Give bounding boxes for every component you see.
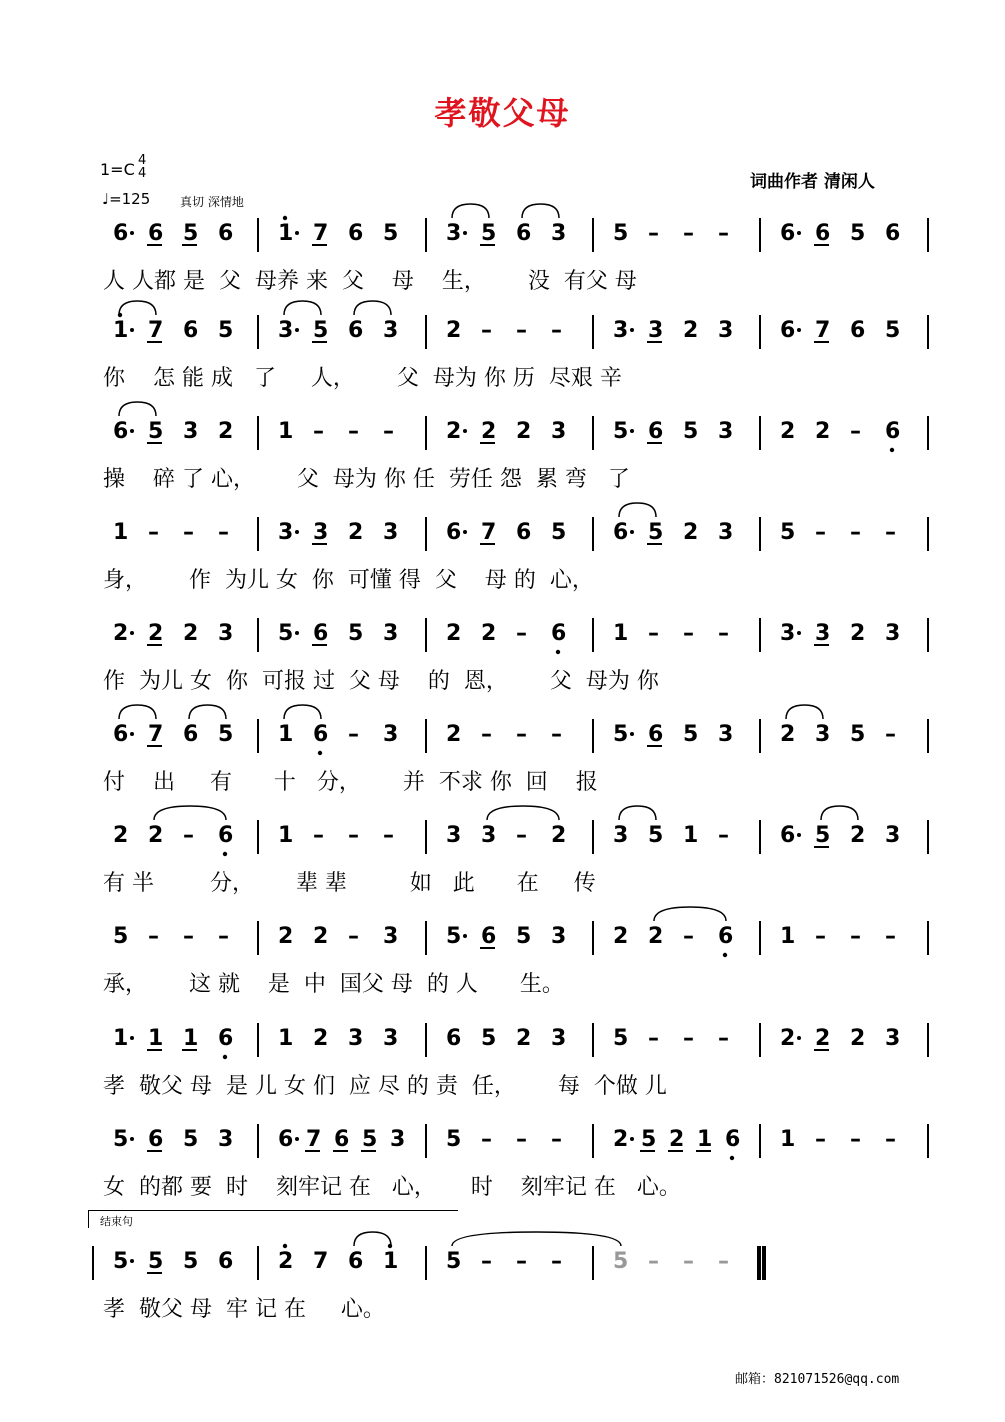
note: 6 [780, 823, 796, 848]
note: 2 [446, 318, 462, 343]
note: 1 [113, 1026, 129, 1051]
note: 5 [183, 1249, 199, 1274]
augmentation-dot [295, 1137, 299, 1141]
note: 5 [278, 621, 294, 646]
note: 7 [313, 1249, 329, 1274]
augmentation-dot [130, 429, 134, 433]
note: 5 [641, 1127, 657, 1152]
note: 5 [348, 621, 364, 646]
note: 2 [683, 520, 699, 545]
note: 5 [648, 823, 664, 848]
low-octave-dot [723, 953, 727, 957]
note: – [348, 924, 359, 949]
note: 5 [113, 1249, 129, 1274]
augmentation-dot [130, 1036, 134, 1040]
lyric-line: 有 半 分， 辈 辈 如 此 在 传 [103, 871, 596, 896]
note: 3 [815, 621, 831, 646]
augmentation-dot [797, 631, 801, 635]
note: 2 [815, 1026, 831, 1051]
note: 3 [278, 318, 294, 343]
note: – [885, 520, 896, 545]
augmentation-dot [130, 631, 134, 635]
augmentation-dot [630, 429, 634, 433]
note: 2 [446, 722, 462, 747]
note: – [718, 823, 729, 848]
note: – [815, 520, 826, 545]
note: – [718, 1249, 729, 1274]
note: 3 [383, 1026, 399, 1051]
augmentation-dot [797, 833, 801, 837]
note: 5 [613, 722, 629, 747]
note: 6 [885, 419, 901, 444]
note: 3 [648, 318, 664, 343]
note: 6 [218, 221, 234, 246]
note: 5 [183, 1127, 199, 1152]
note: 2 [218, 419, 234, 444]
note: 6 [516, 221, 532, 246]
note: 3 [613, 318, 629, 343]
note: 2 [148, 823, 164, 848]
note: 5 [815, 823, 831, 848]
lyric-line: 女 的都 要 时 刻牢记 在 心， 时 刻牢记 在 心。 [103, 1175, 681, 1200]
note: 2 [516, 1026, 532, 1051]
augmentation-dot [130, 328, 134, 332]
note: – [516, 1127, 527, 1152]
note: 7 [815, 318, 831, 343]
slur [119, 705, 156, 719]
augmentation-dot [630, 732, 634, 736]
slur [452, 204, 489, 218]
note: 2 [815, 419, 831, 444]
high-octave-dot [283, 216, 287, 220]
time-signature-bottom: 4 [138, 166, 147, 181]
note: 1 [683, 823, 699, 848]
augmentation-dot [463, 530, 467, 534]
slur [119, 402, 156, 416]
note: – [683, 924, 694, 949]
lyric-line: 付 出 有 十 分， 并 不求 你 回 报 [103, 770, 598, 795]
note: 5 [446, 1249, 462, 1274]
note: 6 [613, 520, 629, 545]
note: 6 [481, 924, 497, 949]
lyric-line: 承， 这 就 是 中 国父 母 的 人 生。 [103, 972, 564, 997]
note: 6 [313, 621, 329, 646]
slur [189, 705, 226, 719]
note: 3 [718, 722, 734, 747]
note: 5 [218, 318, 234, 343]
note: 3 [481, 823, 497, 848]
note: 5 [850, 722, 866, 747]
note: – [348, 722, 359, 747]
lyric-line: 身， 作 为儿 女 你 可懂 得 父 母 的 心， [103, 568, 594, 593]
note: 1 [113, 520, 129, 545]
note: – [383, 419, 394, 444]
note: – [551, 1127, 562, 1152]
note: 5 [516, 924, 532, 949]
note: 6 [113, 221, 129, 246]
note: 2 [481, 419, 497, 444]
note: – [218, 520, 229, 545]
note: – [815, 924, 826, 949]
augmentation-dot [630, 530, 634, 534]
note: 6 [113, 419, 129, 444]
note: 3 [718, 419, 734, 444]
slur [154, 806, 226, 820]
augmentation-dot [295, 328, 299, 332]
note: – [183, 520, 194, 545]
lyric-line: 孝 敬父 母 牢 记 在 心。 [103, 1297, 385, 1322]
note: – [648, 1249, 659, 1274]
note: 6 [850, 318, 866, 343]
note: – [885, 924, 896, 949]
note: 2 [313, 924, 329, 949]
slur [354, 1232, 391, 1246]
lyric-line: 你 怎 能 成 了 人， 父 母为 你 历 尽艰 辛 [103, 366, 622, 391]
note: – [516, 1249, 527, 1274]
note: 6 [183, 318, 199, 343]
slur [284, 705, 321, 719]
note: 3 [446, 823, 462, 848]
note: – [683, 621, 694, 646]
note: 7 [306, 1127, 322, 1152]
note: 6 [446, 1026, 462, 1051]
note: 5 [648, 520, 664, 545]
note: 3 [278, 520, 294, 545]
note: – [551, 1249, 562, 1274]
note: 3 [383, 722, 399, 747]
note: 1 [278, 221, 294, 246]
slur [354, 301, 391, 315]
note: – [885, 722, 896, 747]
note: 5 [218, 722, 234, 747]
note: – [683, 1026, 694, 1051]
slur [619, 806, 656, 820]
note: 6 [885, 221, 901, 246]
note: 5 [113, 1127, 129, 1152]
note: 2 [113, 621, 129, 646]
note: – [383, 823, 394, 848]
note: 5 [446, 1127, 462, 1152]
note: 3 [348, 1026, 364, 1051]
note: – [683, 221, 694, 246]
note: 5 [481, 221, 497, 246]
note: – [516, 823, 527, 848]
note: 1 [780, 1127, 796, 1152]
note: 5 [148, 1249, 164, 1274]
note: 2 [780, 722, 796, 747]
note: 5 [313, 318, 329, 343]
note: 1 [278, 722, 294, 747]
augmentation-dot [797, 328, 801, 332]
slur [119, 301, 156, 315]
augmentation-dot [130, 1259, 134, 1263]
note: 7 [148, 318, 164, 343]
note: 3 [313, 520, 329, 545]
note: 2 [516, 419, 532, 444]
low-octave-dot [223, 1055, 227, 1059]
note: 1 [113, 318, 129, 343]
note: 3 [383, 318, 399, 343]
note: – [313, 419, 324, 444]
note: – [850, 1127, 861, 1152]
note: 5 [780, 520, 796, 545]
note: 2 [669, 1127, 685, 1152]
note: 3 [383, 621, 399, 646]
low-octave-dot [556, 650, 560, 654]
note: – [516, 722, 527, 747]
note: 6 [780, 318, 796, 343]
note: 6 [551, 621, 567, 646]
slur [786, 705, 823, 719]
note: – [313, 823, 324, 848]
note: 5 [683, 419, 699, 444]
note: – [551, 318, 562, 343]
author-credit: 词曲作者 清闲人 [750, 172, 875, 192]
note: 6 [334, 1127, 350, 1152]
note: – [516, 621, 527, 646]
note: 6 [648, 419, 664, 444]
augmentation-dot [797, 1036, 801, 1040]
note: 3 [551, 221, 567, 246]
note: – [718, 1026, 729, 1051]
note: 6 [148, 221, 164, 246]
slur [821, 806, 858, 820]
note: 3 [551, 924, 567, 949]
note: – [516, 318, 527, 343]
note: 6 [218, 823, 234, 848]
note: 5 [481, 1026, 497, 1051]
note: 6 [218, 1249, 234, 1274]
augmentation-dot [295, 231, 299, 235]
note: 3 [718, 520, 734, 545]
note: 3 [218, 621, 234, 646]
note: – [348, 823, 359, 848]
note: – [815, 1127, 826, 1152]
note: 5 [148, 419, 164, 444]
slur [452, 1232, 621, 1246]
note: – [648, 1026, 659, 1051]
slur [619, 503, 656, 517]
augmentation-dot [295, 530, 299, 534]
note: – [183, 924, 194, 949]
lyric-line: 人 人都 是 父 母养 来 父 母 生， 没 有父 母 [103, 269, 637, 294]
note: – [148, 520, 159, 545]
note: 6 [446, 520, 462, 545]
note: – [183, 823, 194, 848]
note: 2 [850, 621, 866, 646]
note: 3 [885, 621, 901, 646]
note: – [551, 722, 562, 747]
note: 2 [780, 419, 796, 444]
note: 1 [278, 419, 294, 444]
note: 5 [551, 520, 567, 545]
note: – [481, 1249, 492, 1274]
note: 3 [383, 520, 399, 545]
note: 3 [383, 924, 399, 949]
key-signature: 1=C [100, 160, 135, 179]
note: 2 [113, 823, 129, 848]
note: 3 [218, 1127, 234, 1152]
note: 1 [383, 1249, 399, 1274]
augmentation-dot [130, 732, 134, 736]
note: 6 [278, 1127, 294, 1152]
expression-marking: 真切 深情地 [180, 195, 244, 209]
note: 5 [885, 318, 901, 343]
low-octave-dot [730, 1156, 734, 1160]
song-title: 孝敬父母 [434, 94, 571, 132]
augmentation-dot [463, 231, 467, 235]
note: 5 [683, 722, 699, 747]
note: 1 [613, 621, 629, 646]
note: 5 [113, 924, 129, 949]
note: 5 [850, 221, 866, 246]
note: – [148, 924, 159, 949]
slur [284, 301, 321, 315]
note: – [850, 419, 861, 444]
slur [487, 806, 559, 820]
low-octave-dot [318, 751, 322, 755]
note: 2 [850, 823, 866, 848]
note: 6 [815, 221, 831, 246]
note: – [648, 621, 659, 646]
slur [654, 907, 726, 921]
note: 2 [780, 1026, 796, 1051]
note: 7 [313, 221, 329, 246]
note: – [683, 1249, 694, 1274]
note: – [850, 520, 861, 545]
augmentation-dot [630, 1137, 634, 1141]
note: 3 [551, 419, 567, 444]
note: 2 [683, 318, 699, 343]
augmentation-dot [463, 429, 467, 433]
note: 6 [648, 722, 664, 747]
note: 2 [313, 1026, 329, 1051]
note: 6 [780, 221, 796, 246]
note: 5 [362, 1127, 378, 1152]
note: 6 [348, 1249, 364, 1274]
augmentation-dot [295, 631, 299, 635]
note: 2 [348, 520, 364, 545]
note: 2 [850, 1026, 866, 1051]
low-octave-dot [890, 448, 894, 452]
note: 3 [885, 823, 901, 848]
note: 5 [613, 221, 629, 246]
note: 2 [613, 1127, 629, 1152]
note: 6 [218, 1026, 234, 1051]
note: 3 [780, 621, 796, 646]
note: 2 [613, 924, 629, 949]
high-octave-dot [283, 1244, 287, 1248]
time-signature-top: 4 [138, 153, 147, 168]
augmentation-dot [630, 328, 634, 332]
note: 7 [148, 722, 164, 747]
note: 2 [551, 823, 567, 848]
lyric-line: 孝 敬父 母 是 儿 女 们 应 尽 的 责 任， 每 个做 儿 [103, 1074, 667, 1099]
note: 2 [278, 924, 294, 949]
note: 2 [481, 621, 497, 646]
note: 3 [815, 722, 831, 747]
note: 6 [183, 722, 199, 747]
slur [522, 204, 559, 218]
note: 3 [446, 221, 462, 246]
note: 1 [183, 1026, 199, 1051]
note: 6 [348, 318, 364, 343]
note: 6 [718, 924, 734, 949]
note: 6 [725, 1127, 741, 1152]
note: 3 [885, 1026, 901, 1051]
ending-label: 结束句 [100, 1215, 133, 1228]
low-octave-dot [223, 852, 227, 856]
note: – [481, 1127, 492, 1152]
note: 5 [613, 1249, 629, 1274]
note: 1 [278, 1026, 294, 1051]
note: 3 [718, 318, 734, 343]
note: 3 [551, 1026, 567, 1051]
note: 6 [313, 722, 329, 747]
augmentation-dot [463, 934, 467, 938]
note: 5 [183, 221, 199, 246]
note: – [850, 924, 861, 949]
note: 2 [278, 1249, 294, 1274]
note: 2 [648, 924, 664, 949]
note: 5 [383, 221, 399, 246]
note: – [648, 221, 659, 246]
augmentation-dot [797, 231, 801, 235]
note: – [348, 419, 359, 444]
note: – [718, 621, 729, 646]
contact-email: 邮箱：821071526@qq.com [735, 1372, 900, 1387]
note: 1 [697, 1127, 713, 1152]
note: 5 [613, 1026, 629, 1051]
tempo-marking: ♩=125 [102, 190, 151, 208]
note: 2 [148, 621, 164, 646]
note: 2 [446, 419, 462, 444]
note: 6 [516, 520, 532, 545]
note: 5 [613, 419, 629, 444]
note: 5 [446, 924, 462, 949]
note: 2 [446, 621, 462, 646]
note: 3 [390, 1127, 406, 1152]
augmentation-dot [130, 1137, 134, 1141]
note: 2 [183, 621, 199, 646]
lyric-line: 作 为儿 女 你 可报 过 父 母 的 恩， 父 母为 你 [103, 669, 659, 694]
lyric-line: 操 碎 了 心， 父 母为 你 任 劳任 怨 累 弯 了 [103, 467, 630, 492]
note: 3 [183, 419, 199, 444]
note: 6 [348, 221, 364, 246]
note: 6 [148, 1127, 164, 1152]
note: – [218, 924, 229, 949]
note: – [481, 722, 492, 747]
note: – [481, 318, 492, 343]
note: – [885, 1127, 896, 1152]
augmentation-dot [130, 231, 134, 235]
note: 1 [278, 823, 294, 848]
note: – [718, 221, 729, 246]
note: 3 [613, 823, 629, 848]
note: 1 [148, 1026, 164, 1051]
note: 6 [113, 722, 129, 747]
note: 1 [780, 924, 796, 949]
note: 7 [481, 520, 497, 545]
